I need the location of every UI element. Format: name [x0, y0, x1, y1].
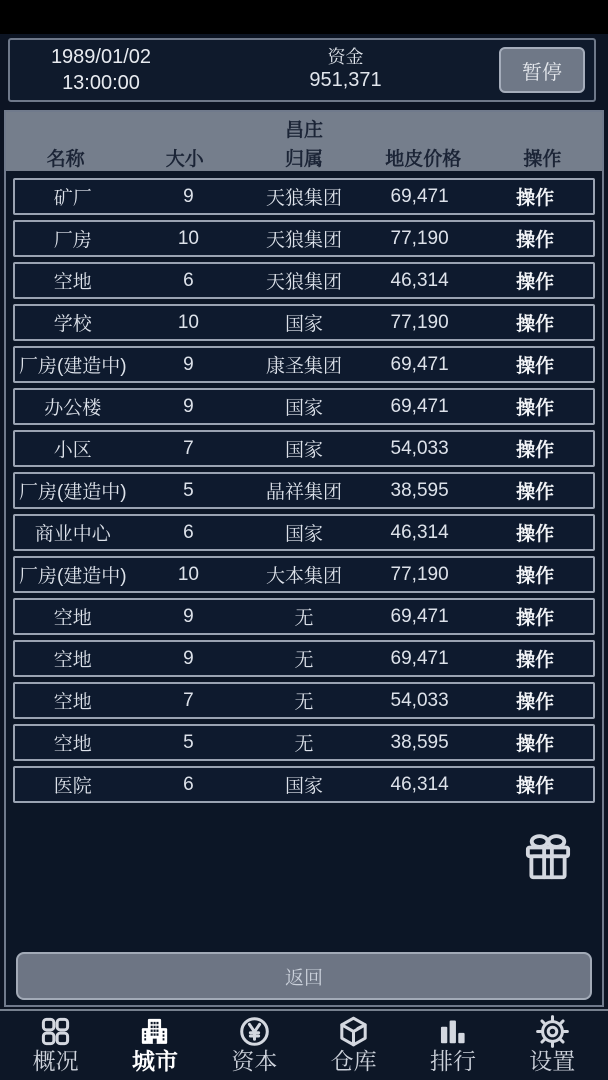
cell-price: 69,471 — [390, 353, 449, 375]
nav-label-capital: 资本 — [231, 1047, 278, 1074]
cell-name: 厂房(建造中) — [18, 356, 127, 377]
top-info-bar — [8, 38, 596, 102]
cell-price: 38,595 — [390, 731, 449, 753]
row-action-button[interactable]: 操作 — [477, 393, 593, 420]
cell-price: 54,033 — [390, 689, 449, 711]
game-date: 1989/01/02 — [50, 46, 152, 68]
land-row — [13, 262, 595, 299]
land-row — [13, 346, 595, 383]
cell-owner: 无 — [294, 608, 314, 629]
column-headers — [6, 143, 602, 171]
cell-size: 5 — [183, 731, 194, 753]
cell-name: 空地 — [53, 650, 92, 671]
cell-owner: 国家 — [284, 440, 323, 461]
cell-owner: 国家 — [284, 524, 323, 545]
cell-price: 77,190 — [390, 227, 449, 249]
row-action-button[interactable]: 操作 — [477, 435, 593, 462]
land-row — [13, 766, 595, 803]
cell-owner: 天狼集团 — [265, 272, 342, 293]
cell-price: 77,190 — [390, 311, 449, 333]
cell-size: 6 — [183, 773, 194, 795]
land-row — [13, 514, 595, 551]
cell-owner: 国家 — [284, 398, 323, 419]
cell-owner: 康圣集团 — [265, 356, 342, 377]
nav-label-warehouse: 仓库 — [330, 1047, 377, 1074]
cell-owner: 无 — [294, 650, 314, 671]
nav-item-settings[interactable] — [512, 1015, 592, 1074]
back-button[interactable]: 返回 — [16, 952, 592, 1000]
cell-name: 空地 — [53, 272, 92, 293]
col-header-price: 地皮价格 — [385, 148, 462, 170]
cell-owner: 晶祥集团 — [265, 482, 342, 503]
cell-owner: 无 — [294, 734, 314, 755]
cell-owner: 天狼集团 — [265, 188, 342, 209]
cell-size: 10 — [177, 227, 199, 249]
nav-label-city: 城市 — [131, 1047, 178, 1074]
cell-price: 69,471 — [390, 395, 449, 417]
land-row — [13, 430, 595, 467]
row-action-button[interactable]: 操作 — [477, 267, 593, 294]
land-row — [13, 388, 595, 425]
nav-item-city[interactable] — [115, 1015, 195, 1074]
row-action-button[interactable]: 操作 — [477, 477, 593, 504]
cell-size: 6 — [183, 269, 194, 291]
nav-label-ranking: 排行 — [429, 1047, 476, 1074]
table-header-band — [6, 112, 602, 171]
cell-owner: 大本集团 — [265, 566, 342, 587]
cell-name: 厂房(建造中) — [18, 566, 127, 587]
land-row — [13, 598, 595, 635]
cell-price: 77,190 — [390, 563, 449, 585]
cell-name: 空地 — [53, 608, 92, 629]
cell-name: 学校 — [53, 314, 92, 335]
row-action-button[interactable]: 操作 — [477, 183, 593, 210]
cell-size: 9 — [183, 395, 194, 417]
nav-item-ranking[interactable] — [413, 1015, 493, 1074]
row-action-button[interactable]: 操作 — [477, 729, 593, 756]
cell-owner: 天狼集团 — [265, 230, 342, 251]
cell-name: 厂房 — [53, 230, 92, 251]
row-action-button[interactable]: 操作 — [477, 351, 593, 378]
col-header-owner: 归属 — [284, 148, 323, 170]
nav-item-overview[interactable] — [16, 1015, 96, 1074]
cell-name: 空地 — [53, 734, 92, 755]
cell-size: 7 — [183, 437, 194, 459]
land-row — [13, 556, 595, 593]
cell-size: 9 — [183, 647, 194, 669]
funds-value: 951,371 — [309, 69, 382, 92]
cell-price: 46,314 — [390, 269, 449, 291]
cell-size: 9 — [183, 185, 194, 207]
row-action-button[interactable]: 操作 — [477, 645, 593, 672]
gift-button[interactable] — [520, 830, 576, 886]
bottom-nav — [0, 1009, 608, 1080]
row-action-button[interactable]: 操作 — [477, 603, 593, 630]
game-datetime — [10, 44, 192, 96]
cell-name: 小区 — [53, 440, 92, 461]
land-row — [13, 640, 595, 677]
nav-label-overview: 概况 — [32, 1047, 79, 1074]
pause-button[interactable]: 暂停 — [499, 47, 585, 93]
nav-label-settings: 设置 — [529, 1047, 576, 1074]
row-action-button[interactable]: 操作 — [477, 225, 593, 252]
cell-price: 69,471 — [390, 605, 449, 627]
status-bar — [0, 0, 608, 34]
cell-size: 10 — [177, 311, 199, 333]
nav-item-capital[interactable] — [214, 1015, 294, 1074]
cell-name: 空地 — [53, 692, 92, 713]
cell-owner: 国家 — [284, 776, 323, 797]
cube-icon — [337, 1015, 370, 1048]
cell-price: 69,471 — [390, 647, 449, 669]
row-action-button[interactable]: 操作 — [477, 561, 593, 588]
cell-size: 9 — [183, 605, 194, 627]
cell-size: 10 — [177, 563, 199, 585]
land-row — [13, 178, 595, 215]
land-row — [13, 220, 595, 257]
yen-circle-icon — [238, 1015, 271, 1048]
buildings-icon — [138, 1015, 171, 1048]
gear-icon — [536, 1015, 569, 1048]
cell-size: 5 — [183, 479, 194, 501]
land-row — [13, 682, 595, 719]
game-time: 13:00:00 — [62, 72, 140, 94]
row-action-button[interactable]: 操作 — [477, 771, 593, 798]
bar-chart-icon — [436, 1015, 469, 1048]
city-land-panel — [4, 110, 604, 1007]
col-header-size: 大小 — [165, 148, 204, 170]
col-header-name: 名称 — [46, 148, 85, 170]
funds-label: 资金 — [327, 46, 364, 67]
grid-icon — [39, 1015, 72, 1048]
col-header-action: 操作 — [523, 148, 562, 170]
row-action-button[interactable]: 操作 — [477, 687, 593, 714]
cell-price: 38,595 — [390, 479, 449, 501]
land-row — [13, 472, 595, 509]
funds-display — [192, 47, 499, 94]
land-table-body — [6, 171, 602, 803]
cell-owner: 无 — [294, 692, 314, 713]
cell-name: 办公楼 — [44, 398, 102, 419]
cell-name: 医院 — [53, 776, 92, 797]
cell-size: 9 — [183, 353, 194, 375]
cell-price: 46,314 — [390, 521, 449, 543]
cell-price: 54,033 — [390, 437, 449, 459]
cell-price: 46,314 — [390, 773, 449, 795]
gift-icon — [520, 830, 576, 886]
nav-item-warehouse[interactable] — [314, 1015, 394, 1074]
row-action-button[interactable]: 操作 — [477, 519, 593, 546]
cell-name: 商业中心 — [34, 524, 111, 545]
cell-size: 7 — [183, 689, 194, 711]
cell-name: 矿厂 — [53, 188, 92, 209]
land-row — [13, 304, 595, 341]
row-action-button[interactable]: 操作 — [477, 309, 593, 336]
land-row — [13, 724, 595, 761]
cell-name: 厂房(建造中) — [18, 482, 127, 503]
cell-owner: 国家 — [284, 314, 323, 335]
cell-price: 69,471 — [390, 185, 449, 207]
city-title: 昌庄 — [284, 120, 323, 141]
cell-size: 6 — [183, 521, 194, 543]
